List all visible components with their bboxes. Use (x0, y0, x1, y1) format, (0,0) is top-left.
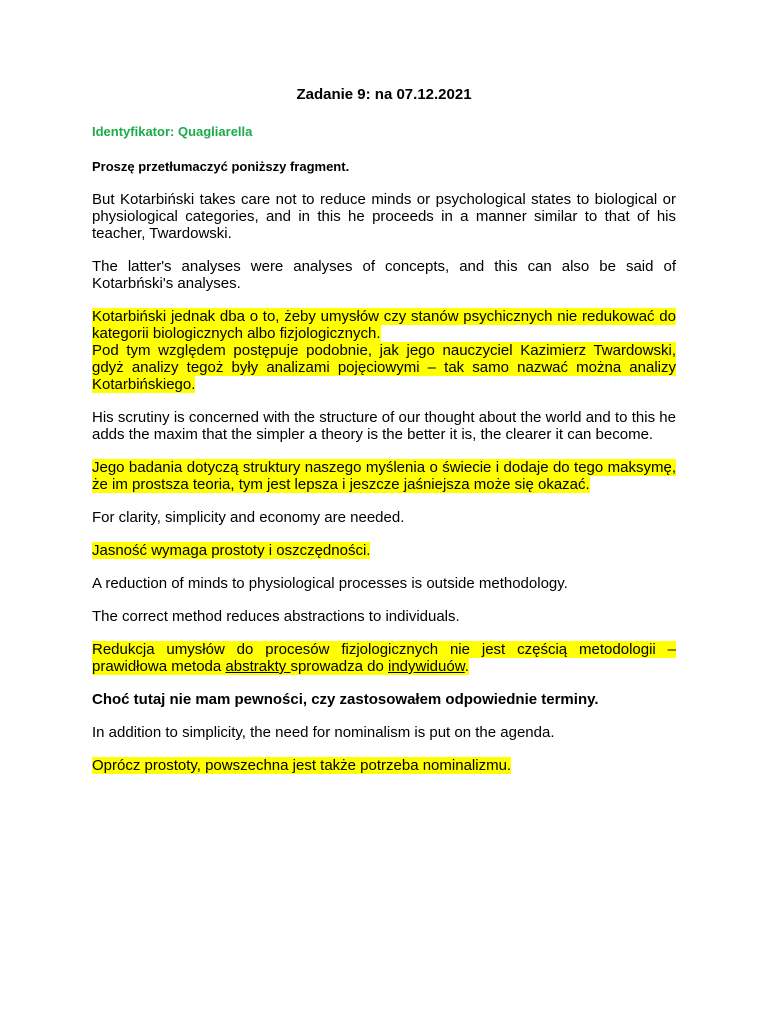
translator-note: Choć tutaj nie mam pewności, czy zastosowałem odpowiednie terminy. (92, 691, 599, 708)
translation-paragraph-1b (92, 342, 676, 393)
highlighted-text (92, 641, 676, 675)
source-paragraph-2: The latter's analyses were analyses of concepts, and this can also be said of Kotarbński's analyses. (92, 258, 676, 292)
source-paragraph-4: For clarity, simplicity and economy are needed. (92, 509, 405, 526)
translation-paragraph-3 (92, 542, 676, 559)
underlined-term-indywiduow: indywiduów (388, 658, 465, 675)
highlighted-text: Oprócz prostoty, powszechna jest także potrzeba nominalizmu. (92, 757, 512, 774)
translation-request: Proszę przetłumaczyć poniższy fragment. (92, 159, 350, 174)
identifier-label: Identyfikator: Quagliarella (92, 124, 253, 139)
highlighted-text: Kotarbiński jednak dba o to, żeby umysłów czy stanów psychicznych nie redukować do kategorii biologicznych albo fizjologicznych. (92, 308, 676, 342)
translation-paragraph-1a (92, 308, 676, 342)
source-paragraph-6: The correct method reduces abstractions to individuals. (92, 608, 460, 625)
translation-paragraph-5 (92, 757, 676, 774)
source-paragraph-5: A reduction of minds to physiological processes is outside methodology. (92, 575, 568, 592)
translation-paragraph-2 (92, 459, 676, 493)
highlighted-text: Jasność wymaga prostoty i oszczędności. (92, 542, 371, 559)
highlighted-text: Pod tym względem postępuje podobnie, jak jego nauczyciel Kazimierz Twardowski, gdyż analizy tegoż były analizami pojęciowymi – tak samo nazwać można analizy Kotarbińskiego. (92, 342, 676, 393)
source-paragraph-3: His scrutiny is concerned with the structure of our thought about the world and to this he adds the maxim that the simpler a theory is the better it is, the clearer it can become. (92, 409, 676, 443)
source-paragraph-7: In addition to simplicity, the need for nominalism is put on the agenda. (92, 724, 555, 741)
translation-text-part-1: Redukcja umysłów do procesów fizjologicznych nie jest częścią metodologii – prawidłowa metoda (92, 641, 676, 675)
document-title: Zadanie 9: na 07.12.2021 (296, 86, 472, 103)
translation-text-part-3: . (464, 658, 469, 675)
translation-text-part-2: sprowadza do (290, 658, 388, 675)
underlined-term-abstrakty: abstrakty (225, 658, 291, 675)
source-paragraph-1: But Kotarbiński takes care not to reduce minds or psychological states to biological or physiological categories, and in this he proceeds in a manner similar to that of his teacher, Twardowski. (92, 191, 676, 242)
highlighted-text: Jego badania dotyczą struktury naszego myślenia o świecie i dodaje do tego maksymę, że im prostsza teoria, tym jest lepsza i jeszcze jaśniejsza może się okazać. (92, 459, 676, 493)
translation-paragraph-4 (92, 641, 676, 675)
